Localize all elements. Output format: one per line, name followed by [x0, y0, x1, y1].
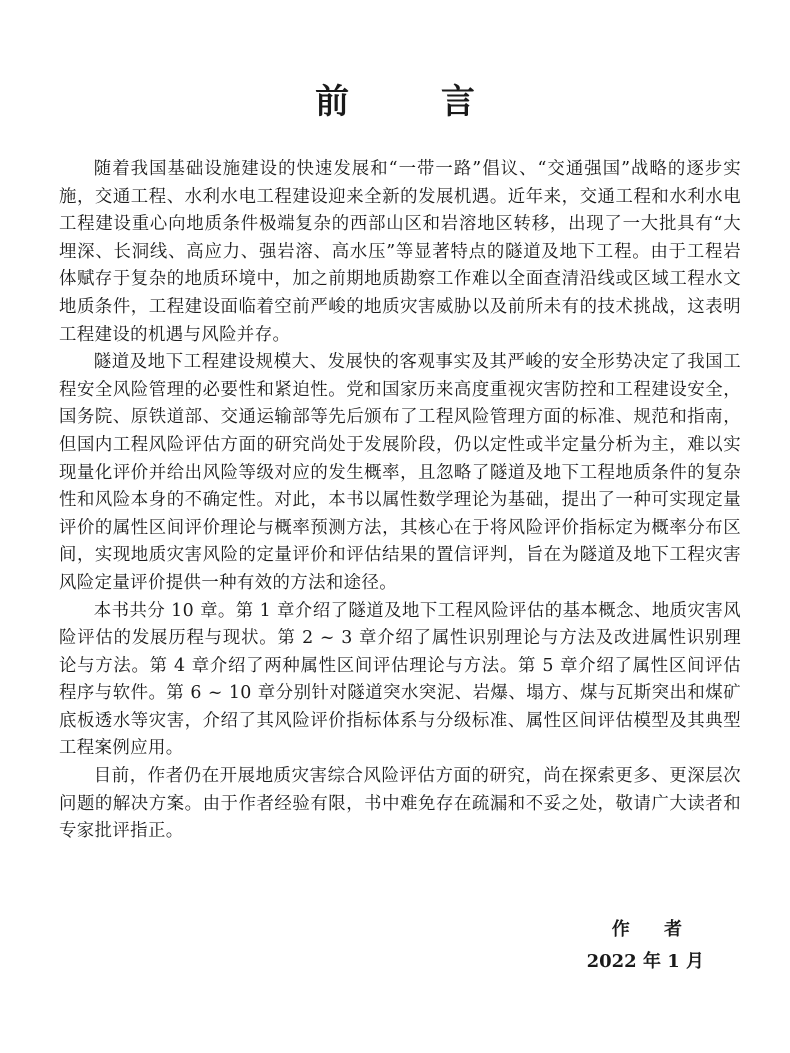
paragraph: 本书共分 10 章。第 1 章介绍了隧道及地下工程风险评估的基本概念、地质灾害风险评估的发展历程与现状。第 2 ~ 3 章介绍了属性识别理论与方法及改进属性识别理论与方法。第 4 章介绍了两种属性区间评估理论与方法。第 5 章介绍了属性区间评估程序与软件。第 6 ~ 10 章分别针对隧道突水突泥、岩爆、塌方、煤与瓦斯突出和煤矿底板透水等灾害，介绍了其风险评价指标体系与分级标准、属性区间评估模型及其典型工程案例应用。: [59, 600, 741, 759]
paragraph: 随着我国基础设施建设的快速发展和“一带一路”倡议、“交通强国”战略的逐步实施，交通工程、水利水电工程建设迎来全新的发展机遇。近年来，交通工程和水利水电工程建设重心向地质条件极端复杂的西部山区和岩溶地区转移，出现了一大批具有“大埋深、长洞线、高应力、强岩溶、高水压”等显著特点的隧道及地下工程。由于工程岩体赋存于复杂的地质环境中，加之前期地质勘察工作难以全面查清沿线或区域工程水文地质条件，工程建设面临着空前严峻的地质灾害威胁以及前所未有的技术挑战，这表明工程建设的机遇与风险并存。: [59, 159, 741, 345]
paragraph: 目前，作者仍在开展地质灾害综合风险评估方面的研究，尚在探索更多、更深层次问题的解决方案。由于作者经验有限，书中难免存在疏漏和不妥之处，敬请广大读者和专家批评指正。: [59, 766, 741, 842]
signature-block: [504, 918, 704, 974]
paragraph: 隧道及地下工程建设规模大、发展快的客观事实及其严峻的安全形势决定了我国工程安全风险管理的必要性和紧迫性。党和国家历来高度重视灾害防控和工程建设安全，国务院、原铁道部、交通运输部等先后颁布了工程风险管理方面的标准、规范和指南，但国内工程风险评估方面的研究尚处于发展阶段，仍以定性或半定量分析为主，难以实现量化评价并给出风险等级对应的发生概率，且忽略了隧道及地下工程地质条件的复杂性和风险本身的不确定性。对此，本书以属性数学理论为基础，提出了一种可实现定量评价的属性区间评价理论与概率预测方法，其核心在于将风险评价指标定为概率分布区间，实现地质灾害风险的定量评价和评估结果的置信评判，旨在为隧道及地下工程灾害风险定量评价提供一种有效的方法和途径。: [59, 352, 741, 593]
author-signature: 作 者: [611, 919, 696, 940]
page-title: 前 言: [315, 82, 515, 122]
date-line: 2022 年 1 月: [586, 951, 704, 972]
preface-body: [59, 156, 741, 846]
